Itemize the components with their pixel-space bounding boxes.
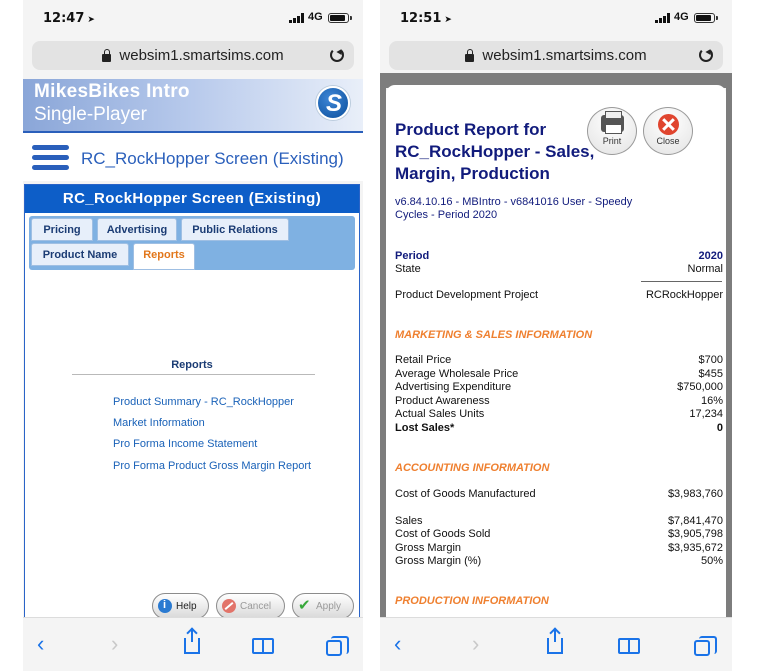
app-banner [23, 79, 363, 131]
link-product-summary[interactable]: Product Summary - RC_RockHopper [113, 396, 294, 408]
metric-row: Cost of Goods Manufactured $3,983,760 [395, 488, 723, 500]
share-icon[interactable] [184, 638, 200, 654]
tab-product-name[interactable]: Product Name [31, 243, 129, 266]
reload-icon[interactable] [330, 48, 344, 62]
address-bar[interactable] [32, 41, 354, 70]
battery-icon [328, 13, 349, 23]
tab-container [29, 216, 355, 270]
tabs-icon[interactable] [694, 640, 710, 656]
divider [641, 281, 722, 282]
metric-row: Lost Sales* 0 [395, 422, 723, 434]
reports-heading: Reports [171, 359, 213, 371]
period-row: Period 2020 [395, 250, 723, 262]
report-title: Product Report for RC_RockHopper - Sales, Margin, Production [395, 120, 595, 183]
back-icon[interactable]: ‹ [37, 631, 45, 656]
lock-icon [102, 54, 111, 62]
cancel-button[interactable]: Cancel [216, 593, 285, 619]
panel-title: RC_RockHopper Screen (Existing) [25, 185, 359, 213]
nav-title: RC_RockHopper Screen (Existing) [81, 149, 344, 168]
left-phone-screen [23, 0, 363, 671]
apply-button[interactable]: ✔ Apply [292, 593, 354, 619]
address-bar[interactable] [389, 41, 723, 70]
close-icon [658, 114, 679, 135]
checkmark-icon [298, 599, 312, 613]
print-button[interactable] [587, 107, 637, 155]
bookmarks-icon[interactable] [618, 638, 640, 654]
close-label: Close [656, 136, 680, 146]
forward-icon[interactable]: › [111, 631, 119, 656]
battery-icon [694, 13, 715, 23]
tab-public-relations[interactable]: Public Relations [181, 218, 289, 241]
cellular-signal-icon [655, 13, 670, 23]
status-time: 12:51 ➤ [400, 11, 452, 26]
nav-header [23, 131, 363, 181]
state-row: State Normal [395, 263, 723, 275]
share-icon[interactable] [547, 638, 563, 654]
url-text: websim1.smartsims.com [482, 47, 647, 64]
cellular-signal-icon [289, 13, 304, 23]
divider [72, 374, 315, 375]
reload-icon[interactable] [699, 48, 713, 62]
accounting-heading: ACCOUNTING INFORMATION [395, 462, 550, 474]
product-report-modal [386, 85, 726, 623]
link-pro-forma-income-statement[interactable]: Pro Forma Income Statement [113, 438, 258, 450]
metric-row: Gross Margin (%) 50% [395, 555, 723, 567]
link-market-information[interactable]: Market Information [113, 417, 205, 429]
location-arrow-icon: ➤ [444, 15, 452, 25]
right-phone-screen [380, 0, 732, 671]
metric-row: Sales $7,841,470 [395, 515, 723, 527]
tabs-icon[interactable] [326, 640, 342, 656]
modal-overlay-right [726, 73, 732, 617]
back-icon[interactable]: ‹ [394, 631, 402, 656]
bookmarks-icon[interactable] [252, 638, 274, 654]
help-button[interactable]: i Help [152, 593, 209, 619]
print-label: Print [602, 136, 622, 146]
tab-advertising[interactable]: Advertising [97, 218, 177, 241]
network-label: 4G [308, 11, 323, 23]
browser-toolbar [23, 617, 363, 671]
production-heading: PRODUCTION INFORMATION [395, 595, 549, 607]
smartsims-logo-icon [316, 86, 350, 120]
info-icon [158, 599, 172, 613]
link-pro-forma-gross-margin[interactable]: Pro Forma Product Gross Margin Report [113, 460, 312, 472]
network-label: 4G [674, 11, 689, 23]
metric-row: Product Awareness 16% [395, 395, 723, 407]
metric-row: Advertising Expenditure $750,000 [395, 381, 723, 393]
url-text: websim1.smartsims.com [119, 47, 284, 64]
marketing-heading: MARKETING & SALES INFORMATION [395, 329, 593, 341]
lock-icon [465, 54, 474, 62]
location-arrow-icon: ➤ [87, 15, 95, 25]
status-bar [23, 0, 363, 38]
metric-row: Cost of Goods Sold $3,905,798 [395, 528, 723, 540]
status-time: 12:47 ➤ [43, 11, 95, 26]
metric-row: Gross Margin $3,935,672 [395, 542, 723, 554]
printer-icon [601, 115, 624, 132]
metric-row: Actual Sales Units 17,234 [395, 408, 723, 420]
banner-subtitle: Single-Player [34, 104, 147, 125]
browser-toolbar [380, 617, 732, 671]
tab-pricing[interactable]: Pricing [31, 218, 93, 241]
project-row: Product Development Project RCRockHopper [395, 289, 723, 301]
hamburger-menu-icon[interactable] [32, 145, 69, 171]
metric-row: Average Wholesale Price $455 [395, 368, 723, 380]
screen-panel [24, 184, 360, 619]
tab-reports[interactable]: Reports [133, 243, 195, 270]
banner-title: MikesBikes Intro [34, 81, 190, 102]
status-bar [380, 0, 732, 38]
cancel-icon [222, 599, 236, 613]
metric-row: Retail Price $700 [395, 354, 723, 366]
close-button[interactable] [643, 107, 693, 155]
report-subtitle: v6.84.10.16 - MBIntro - v6841016 User - Speedy Cycles - Period 2020 [395, 196, 633, 221]
forward-icon[interactable]: › [472, 631, 480, 656]
